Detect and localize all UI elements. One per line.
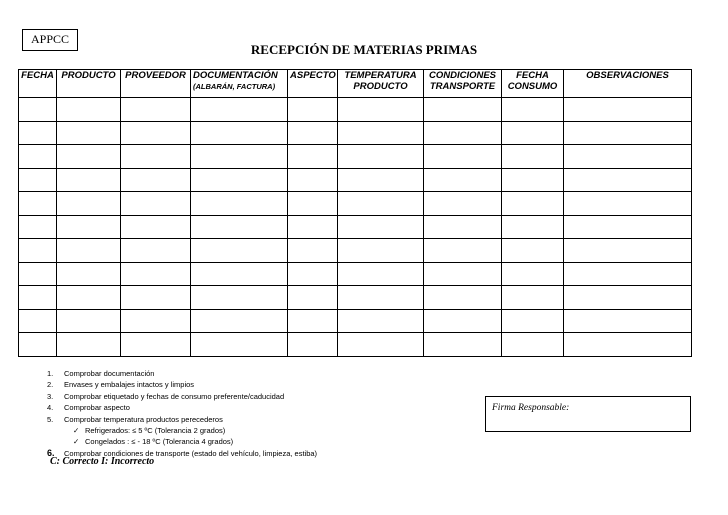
table-row (19, 145, 692, 169)
list-item-text: Comprobar documentación (64, 369, 155, 378)
table-cell[interactable] (121, 215, 191, 239)
list-item-text: Comprobar aspecto (64, 403, 130, 413)
signature-label: Firma Responsable: (492, 403, 570, 413)
table-cell[interactable] (191, 309, 288, 333)
table-cell[interactable] (338, 121, 424, 145)
table-cell[interactable] (424, 239, 502, 263)
table-cell[interactable] (121, 333, 191, 357)
col-header-proveedor: PROVEEDOR (121, 70, 191, 98)
table-cell[interactable] (57, 262, 121, 286)
table-cell[interactable] (424, 121, 502, 145)
list-item (47, 368, 317, 379)
table-cell[interactable] (564, 309, 692, 333)
list-item-num: 5. (47, 414, 54, 424)
list-item-text: Comprobar etiquetado y fechas de consumo preferente/caducidad (64, 391, 285, 401)
list-item-num: 2. (47, 380, 54, 390)
col-header-documentacion-label: DOCUMENTACIÓN (193, 70, 278, 81)
sub-list-item-text: Congelados : ≤ - 18 ºC (Tolerancia 4 grados) (85, 437, 234, 447)
table-cell[interactable] (338, 215, 424, 239)
table-cell[interactable] (502, 168, 564, 192)
table-cell[interactable] (288, 262, 338, 286)
table-cell[interactable] (564, 333, 692, 357)
table-cell[interactable] (424, 192, 502, 216)
table-cell[interactable] (288, 121, 338, 145)
col-header-fecha: FECHA (19, 70, 57, 98)
table-cell[interactable] (424, 145, 502, 169)
list-item-num: 3. (47, 391, 54, 401)
table-cell[interactable] (502, 262, 564, 286)
table-cell[interactable] (502, 239, 564, 263)
table-cell[interactable] (19, 121, 57, 145)
table-cell[interactable] (288, 239, 338, 263)
table-cell[interactable] (57, 192, 121, 216)
list-item-text: Comprobar temperatura productos perecederos (64, 414, 223, 424)
table-row (19, 286, 692, 310)
table-cell[interactable] (121, 192, 191, 216)
table-cell[interactable] (288, 333, 338, 357)
table-cell[interactable] (121, 239, 191, 263)
table-row (19, 239, 692, 263)
table-row (19, 168, 692, 192)
table-cell[interactable] (338, 333, 424, 357)
col-header-observaciones: OBSERVACIONES (564, 70, 692, 98)
table-cell[interactable] (564, 262, 692, 286)
table-cell[interactable] (502, 192, 564, 216)
table-cell[interactable] (564, 239, 692, 263)
table-cell[interactable] (191, 168, 288, 192)
table-cell[interactable] (288, 286, 338, 310)
table-cell[interactable] (288, 215, 338, 239)
col-header-condiciones-l2: TRANSPORTE (429, 81, 496, 92)
table-cell[interactable] (424, 309, 502, 333)
col-header-fecha-consumo-l1: FECHA (516, 70, 549, 81)
signature-box[interactable] (485, 396, 691, 432)
table-cell[interactable] (564, 168, 692, 192)
table-row (19, 309, 692, 333)
list-item (47, 414, 317, 425)
col-header-condiciones-l1: CONDICIONES (428, 70, 497, 81)
table-cell[interactable] (338, 168, 424, 192)
table-row (19, 192, 692, 216)
table-cell[interactable] (57, 145, 121, 169)
list-item (47, 402, 317, 413)
table-cell[interactable] (564, 98, 692, 122)
table-cell[interactable] (502, 215, 564, 239)
table-cell[interactable] (19, 168, 57, 192)
list-item (47, 391, 317, 402)
table-row (19, 98, 692, 122)
table-cell[interactable] (502, 309, 564, 333)
col-header-fecha-consumo-l2: CONSUMO (507, 81, 558, 92)
list-item-num: 6. (47, 447, 55, 458)
col-header-temperatura (338, 70, 424, 98)
table-cell[interactable] (564, 215, 692, 239)
table-cell[interactable] (424, 262, 502, 286)
table-cell[interactable] (121, 309, 191, 333)
col-header-documentacion (191, 70, 288, 98)
table-cell[interactable] (121, 121, 191, 145)
legend-text: C: Correcto I: Incorrecto (50, 456, 155, 467)
table-cell[interactable] (338, 239, 424, 263)
list-item (47, 379, 317, 390)
table-cell[interactable] (191, 333, 288, 357)
col-header-documentacion-sub: (ALBARÁN, FACTURA) (193, 82, 276, 91)
table-cell[interactable] (424, 168, 502, 192)
table-cell[interactable] (288, 192, 338, 216)
table-cell[interactable] (19, 262, 57, 286)
table-cell[interactable] (288, 98, 338, 122)
table-cell[interactable] (288, 145, 338, 169)
table-cell[interactable] (19, 309, 57, 333)
table-cell[interactable] (191, 215, 288, 239)
table-cell[interactable] (19, 192, 57, 216)
table-cell[interactable] (57, 333, 121, 357)
table-cell[interactable] (338, 286, 424, 310)
col-header-temperatura-l2: PRODUCTO (353, 81, 408, 92)
table-cell[interactable] (121, 98, 191, 122)
table-cell[interactable] (502, 98, 564, 122)
appcc-box: APPCC (22, 29, 78, 51)
table-cell[interactable] (121, 286, 191, 310)
table-cell[interactable] (191, 262, 288, 286)
table-cell[interactable] (19, 98, 57, 122)
col-header-temperatura-l1: TEMPERATURA (344, 70, 417, 81)
table-cell[interactable] (191, 192, 288, 216)
table-cell[interactable] (424, 98, 502, 122)
table-row (19, 333, 692, 357)
sub-list-item (47, 436, 317, 447)
col-header-aspecto: ASPECTO (288, 70, 338, 98)
table-row (19, 262, 692, 286)
table-cell[interactable] (502, 333, 564, 357)
table-cell[interactable] (288, 309, 338, 333)
table-cell[interactable] (502, 145, 564, 169)
table-cell[interactable] (57, 168, 121, 192)
table-cell[interactable] (564, 286, 692, 310)
table-cell[interactable] (424, 333, 502, 357)
table-header-row (19, 70, 692, 98)
table-row (19, 121, 692, 145)
table-body (19, 98, 692, 357)
table-cell[interactable] (288, 168, 338, 192)
list-item-num: 4. (47, 403, 54, 413)
table-cell[interactable] (57, 215, 121, 239)
table-cell[interactable] (502, 121, 564, 145)
table-row (19, 215, 692, 239)
col-header-condiciones (424, 70, 502, 98)
instructions-list (47, 368, 317, 459)
table-cell[interactable] (121, 168, 191, 192)
table-cell[interactable] (338, 98, 424, 122)
table-cell[interactable] (57, 309, 121, 333)
table-cell[interactable] (57, 286, 121, 310)
list-item-num: 1. (47, 369, 54, 378)
table-cell[interactable] (564, 121, 692, 145)
table-cell[interactable] (57, 121, 121, 145)
table-cell[interactable] (19, 239, 57, 263)
table-cell[interactable] (191, 145, 288, 169)
table-cell[interactable] (191, 121, 288, 145)
table-cell[interactable] (19, 286, 57, 310)
table-cell[interactable] (424, 215, 502, 239)
table-cell[interactable] (19, 333, 57, 357)
table-cell[interactable] (191, 98, 288, 122)
table-cell[interactable] (564, 145, 692, 169)
reception-table (18, 69, 692, 357)
table-cell[interactable] (424, 286, 502, 310)
table-cell[interactable] (19, 215, 57, 239)
table-cell[interactable] (502, 286, 564, 310)
table-cell[interactable] (191, 239, 288, 263)
table-cell[interactable] (121, 145, 191, 169)
checkmark-icon: ✓ (73, 426, 80, 436)
table-cell[interactable] (564, 192, 692, 216)
table-cell[interactable] (338, 309, 424, 333)
col-header-fecha-consumo (502, 70, 564, 98)
col-header-producto: PRODUCTO (57, 70, 121, 98)
page-title: RECEPCIÓN DE MATERIAS PRIMAS (250, 42, 478, 57)
checkmark-icon: ✓ (73, 437, 80, 447)
table-cell[interactable] (19, 145, 57, 169)
table-cell[interactable] (57, 239, 121, 263)
table-cell[interactable] (338, 145, 424, 169)
table-cell[interactable] (338, 262, 424, 286)
table-cell[interactable] (338, 192, 424, 216)
table-cell[interactable] (121, 262, 191, 286)
sub-list-item-text: Refrigerados: ≤ 5 ºC (Tolerancia 2 grados) (85, 426, 226, 436)
sub-list-item (47, 425, 317, 436)
table-cell[interactable] (191, 286, 288, 310)
table-cell[interactable] (57, 98, 121, 122)
list-item-text: Comprobar condiciones de transporte (estado del vehículo, limpieza, estiba) (64, 448, 318, 458)
list-item-text: Envases y embalajes intactos y limpios (64, 380, 195, 390)
